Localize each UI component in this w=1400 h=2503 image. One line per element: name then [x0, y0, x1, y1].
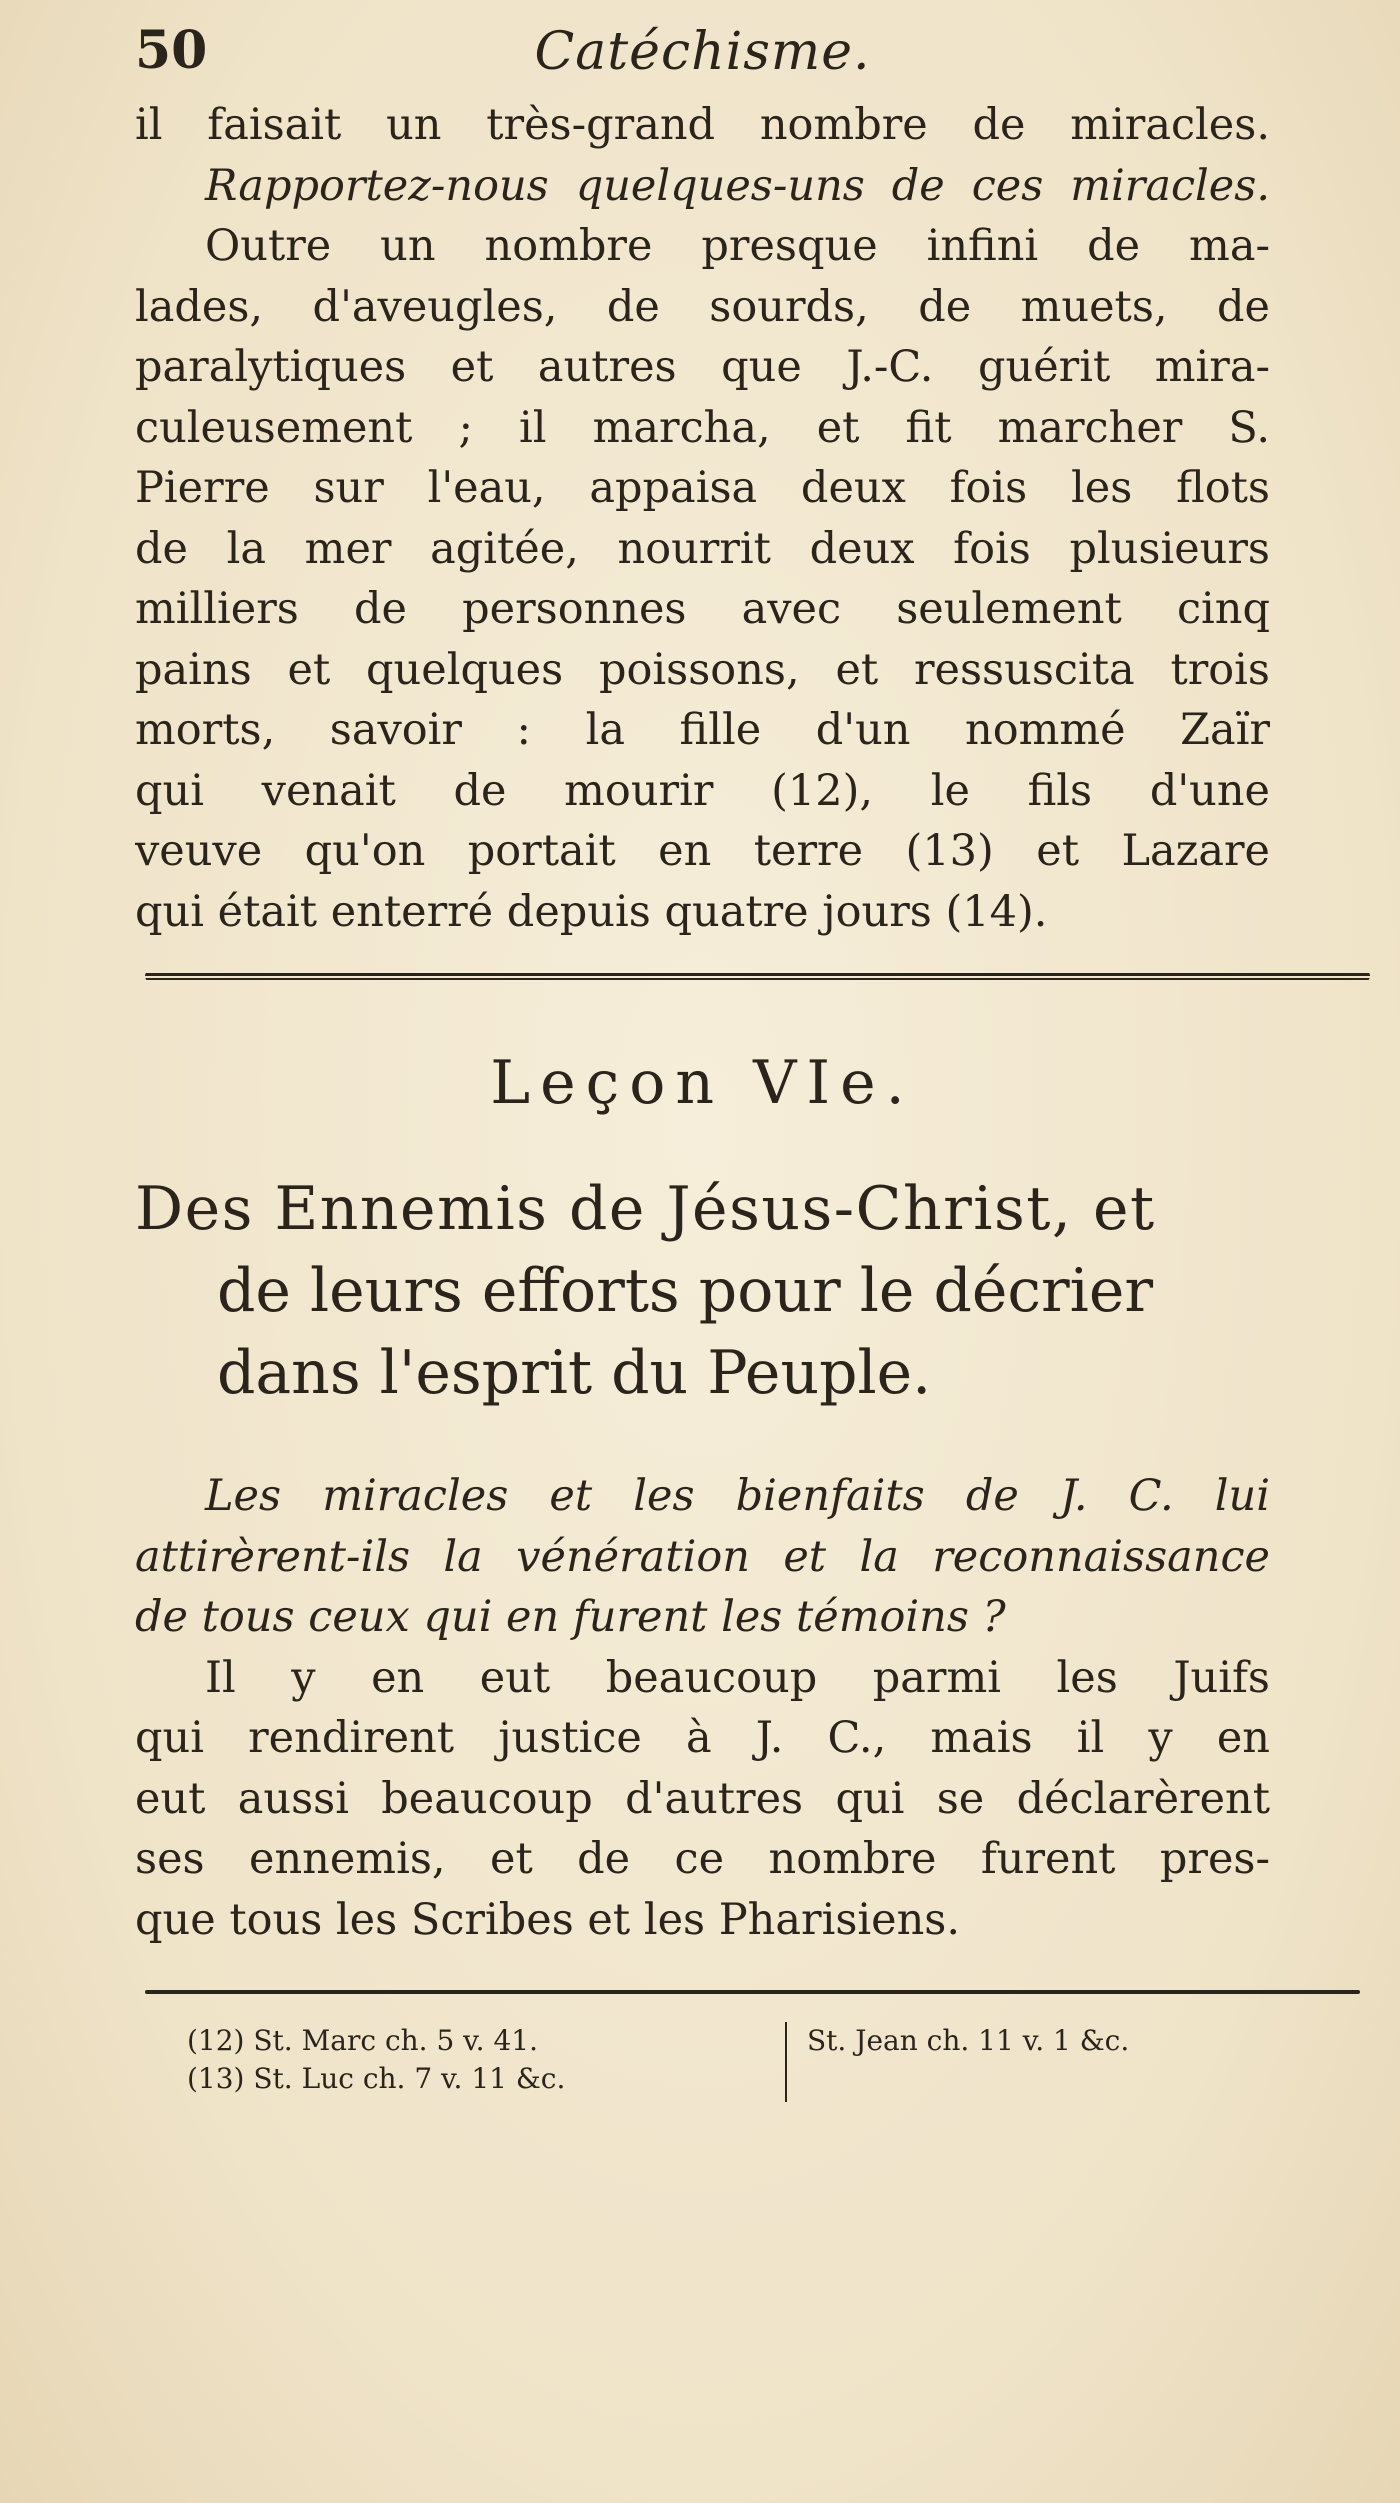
ornamental-rule: [145, 970, 1370, 982]
chapter-title-line: de leurs efforts pour le décrier: [217, 1256, 1154, 1326]
question-line: Rapportez-nous quelques-uns de ces miracles.: [205, 160, 1270, 211]
running-title: Catéchisme.: [534, 22, 871, 82]
text-line: culeusement ; il marcha, et fit marcher S.: [135, 402, 1270, 453]
answer-line: eut aussi beaucoup d'autres qui se déclarèrent: [135, 1773, 1270, 1824]
footnote: (13) St. Luc ch. 7 v. 11 &c.: [187, 2062, 566, 2095]
text-line: morts, savoir : la fille d'un nommé Zaïr: [135, 705, 1270, 755]
text-line: lades, d'aveugles, de sourds, de muets, de: [135, 281, 1270, 332]
text-line: Outre un nombre presque infini de ma-: [205, 221, 1270, 271]
text-line: paralytiques et autres que J.-C. guérit mira-: [135, 342, 1270, 392]
footnote: St. Jean ch. 11 v. 1 &c.: [807, 2024, 1130, 2057]
answer-line: que tous les Scribes et les Pharisiens.: [135, 1894, 961, 1945]
answer-line: ses ennemis, et de ce nombre furent pres-: [135, 1834, 1270, 1884]
footnote-rule: [145, 1990, 1360, 1994]
footnotes: [135, 2022, 1270, 2142]
answer-paragraph: [135, 1648, 1270, 1951]
question-line: de tous ceux qui en furent les témoins ?: [135, 1592, 1006, 1642]
text-line: veuve qu'on portait en terre (13) et Lazare: [135, 826, 1270, 876]
text-line: il faisait un très-grand nombre de miracles.: [135, 100, 1270, 150]
chapter-title: [135, 1168, 1270, 1414]
page-number: 50: [135, 20, 208, 81]
text-line: pains et quelques poissons, et ressuscita trois: [135, 644, 1270, 695]
chapter-title-line: Des Ennemis de Jésus-Christ, et: [135, 1174, 1156, 1244]
lesson-heading: Leçon VIe.: [490, 1048, 915, 1118]
question-line: Les miracles et les bienfaits de J. C. lui: [205, 1471, 1270, 1521]
answer-line: Il y en eut beaucoup parmi les Juifs: [205, 1652, 1270, 1703]
footnote-column-left: [187, 2022, 565, 2098]
chapter-title-line: dans l'esprit du Peuple.: [217, 1338, 932, 1408]
running-head: [135, 0, 1270, 95]
question-paragraph: [135, 1466, 1270, 1648]
text-line: qui venait de mourir (12), le fils d'une: [135, 765, 1270, 816]
text-line: Pierre sur l'eau, appaisa deux fois les flots: [135, 463, 1270, 513]
top-paragraph: [135, 95, 1270, 942]
answer-line: qui rendirent justice à J. C., mais il y en: [135, 1713, 1270, 1763]
text-line: qui était enterré depuis quatre jours (14).: [135, 886, 1048, 937]
footnote-column-right: [785, 2022, 1129, 2102]
text-line: de la mer agitée, nourrit deux fois plusieurs: [135, 523, 1270, 574]
text-line: milliers de personnes avec seulement cinq: [135, 584, 1270, 634]
footnote: (12) St. Marc ch. 5 v. 41.: [187, 2024, 538, 2057]
question-line: attirèrent-ils la vénération et la reconnaissance: [135, 1531, 1270, 1582]
